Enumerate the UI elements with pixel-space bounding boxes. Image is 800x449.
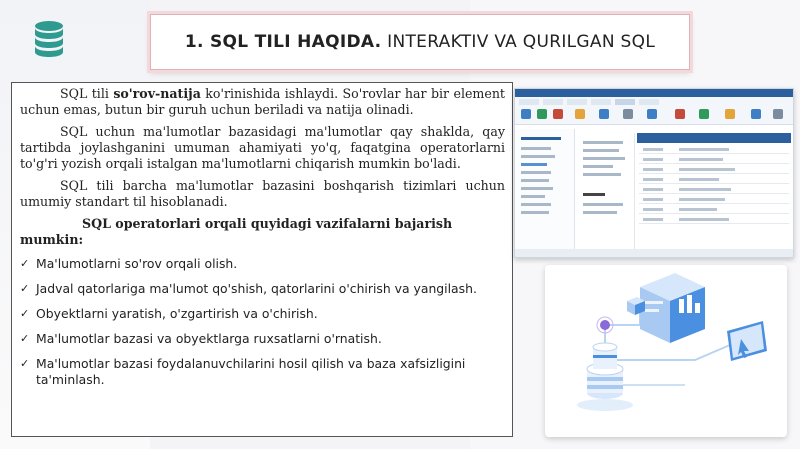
paragraph-3: SQL tili barcha ma'lumotlar bazasini boshqarish tizimlari uchun umumiy standart til hisoblanadi. xyxy=(20,178,505,209)
screenshot-object-explorer xyxy=(515,129,575,249)
database-illustration xyxy=(545,265,787,437)
page-title xyxy=(185,32,655,52)
list-item: ✓ Jadval qatorlariga ma'lumot qo'shish, qatorlarini o'chirish va yangilash. xyxy=(20,281,505,297)
screenshot-properties xyxy=(577,133,635,249)
paragraph-1 xyxy=(20,86,505,118)
list-item: ✓ Ma'lumotlar bazasi foydalanuvchilarini hosil qilish va baza xafsizligini ta'minlash. xyxy=(20,356,505,388)
title-box xyxy=(150,14,690,70)
content-panel xyxy=(11,82,513,437)
screenshot-status-bar xyxy=(515,249,794,257)
screenshot-titlebar xyxy=(515,89,793,97)
paragraph-2: SQL uchun ma'lumotlar bazasidagi ma'lumotlar qay shaklda, qay tartibda joylashganini umuman ahamiyati yo'q, faqatgina operatorlarni to'g'ri yozish orqali istalgan ma'lumotlarni chiqarish mumkin bo'ladi. xyxy=(20,124,505,171)
sql-studio-screenshot xyxy=(514,88,794,258)
paragraph-1-end: ko'rinishida ishlaydi. So'rovlar har bir element uchun emas, butun bir guruh uchun beriladi va natija olinadi. xyxy=(20,86,505,117)
database-server-illustration xyxy=(545,265,787,437)
screenshot-ribbon xyxy=(515,97,793,125)
database-icon xyxy=(32,20,66,58)
paragraph-1-highlight: so'rov-natija xyxy=(113,86,201,101)
list-heading: SQL operatorlari orqali quyidagi vazifalarni bajarish mumkin: xyxy=(20,216,453,247)
paragraph-1-start: SQL tili xyxy=(60,86,114,101)
list-item: ✓ Obyektlarni yaratish, o'zgartirish va o'chirish. xyxy=(20,306,505,322)
task-list xyxy=(20,256,505,388)
screenshot-table-grid xyxy=(637,133,791,249)
page-title-rest: INTERAKTIV VA QURILGAN SQL xyxy=(381,32,656,52)
list-item: ✓ Ma'lumotlar bazasi va obyektlarga ruxsatlarni o'rnatish. xyxy=(20,331,505,347)
list-item: ✓ Ma'lumotlarni so'rov orqali olish. xyxy=(20,256,505,272)
page-title-bold: 1. SQL TILI HAQIDA. xyxy=(184,32,382,52)
